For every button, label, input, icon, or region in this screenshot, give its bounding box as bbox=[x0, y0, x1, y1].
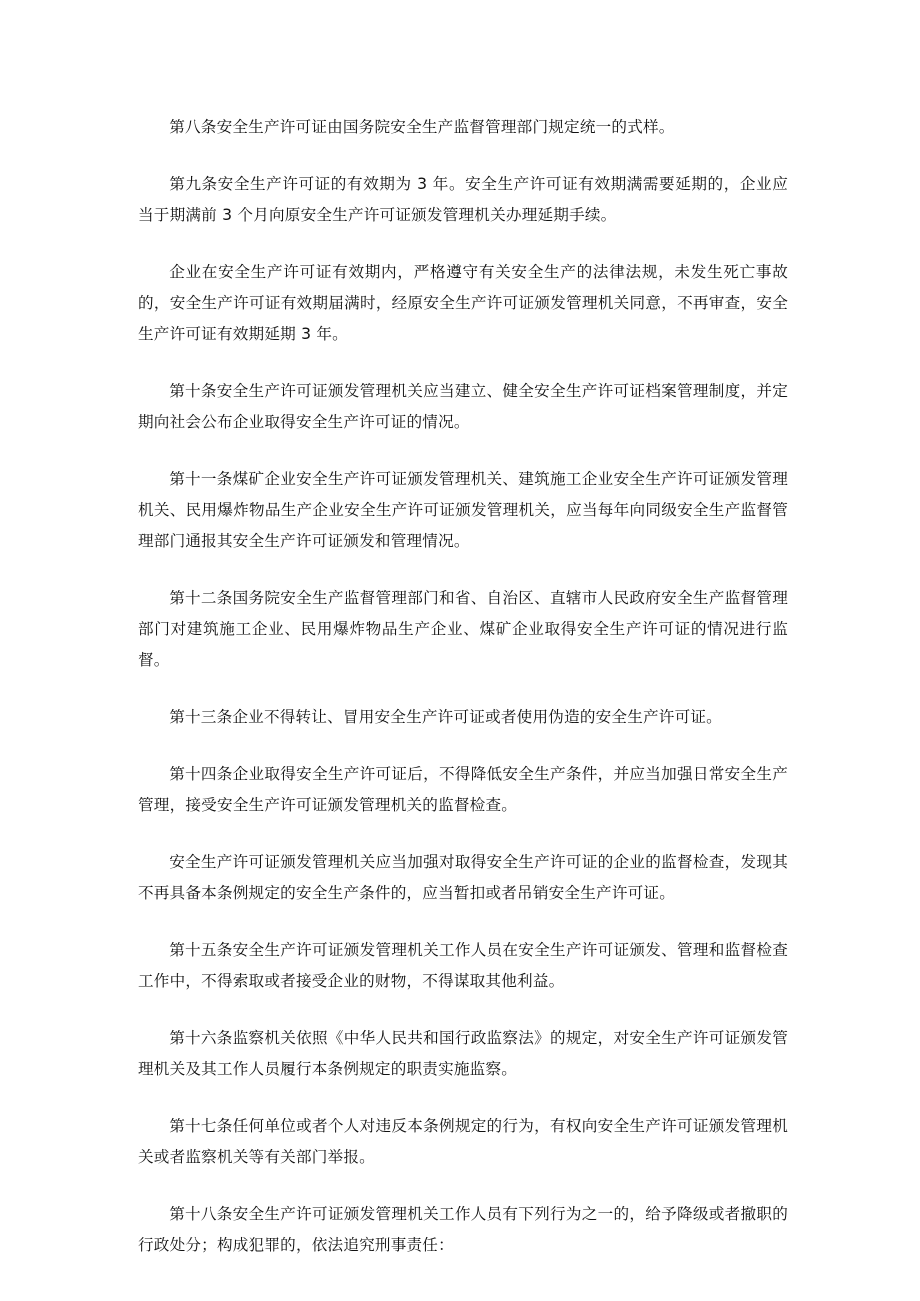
article-13-paragraph: 第十三条企业不得转让、冒用安全生产许可证或者使用伪造的安全生产许可证。 bbox=[169, 708, 722, 726]
article-11-paragraph: 第十一条煤矿企业安全生产许可证颁发管理机关、建筑施工企业安全生产许可证颁发管理机关、民用爆炸物品生产企业安全生产许可证颁发管理机关，应当每年向同级安全生产监督管理部门通报其安全生产许可证颁发和管理情况。 bbox=[138, 470, 788, 550]
article-14-paragraph: 第十四条企业取得安全生产许可证后，不得降低安全生产条件，并应当加强日常安全生产管理，接受安全生产许可证颁发管理机关的监督检查。 bbox=[138, 765, 788, 814]
article-12-paragraph: 第十二条国务院安全生产监督管理部门和省、自治区、直辖市人民政府安全生产监督管理部门对建筑施工企业、民用爆炸物品生产企业、煤矿企业取得安全生产许可证的情况进行监督。 bbox=[138, 589, 788, 669]
article-18-paragraph: 第十八条安全生产许可证颁发管理机关工作人员有下列行为之一的，给予降级或者撤职的行政处分；构成犯罪的，依法追究刑事责任： bbox=[138, 1205, 788, 1254]
article-10-paragraph: 第十条安全生产许可证颁发管理机关应当建立、健全安全生产许可证档案管理制度，并定期向社会公布企业取得安全生产许可证的情况。 bbox=[138, 382, 788, 431]
article-16-paragraph: 第十六条监察机关依照《中华人民共和国行政监察法》的规定，对安全生产许可证颁发管理机关及其工作人员履行本条例规定的职责实施监察。 bbox=[138, 1029, 788, 1078]
article-14-supervision-paragraph: 安全生产许可证颁发管理机关应当加强对取得安全生产许可证的企业的监督检查，发现其不再具备本条例规定的安全生产条件的，应当暂扣或者吊销安全生产许可证。 bbox=[138, 853, 788, 902]
article-9-paragraph: 第九条安全生产许可证的有效期为 3 年。安全生产许可证有效期满需要延期的，企业应当于期满前 3 个月向原安全生产许可证颁发管理机关办理延期手续。 bbox=[138, 175, 788, 224]
document-body bbox=[138, 112, 788, 1287]
article-9-extension-paragraph: 企业在安全生产许可证有效期内，严格遵守有关安全生产的法律法规，未发生死亡事故的，安全生产许可证有效期届满时，经原安全生产许可证颁发管理机关同意，不再审查，安全生产许可证有效期延期 3 年。 bbox=[138, 263, 788, 343]
article-15-paragraph: 第十五条安全生产许可证颁发管理机关工作人员在安全生产许可证颁发、管理和监督检查工作中，不得索取或者接受企业的财物，不得谋取其他利益。 bbox=[138, 941, 788, 990]
article-17-paragraph: 第十七条任何单位或者个人对违反本条例规定的行为，有权向安全生产许可证颁发管理机关或者监察机关等有关部门举报。 bbox=[138, 1117, 788, 1166]
article-8-paragraph: 第八条安全生产许可证由国务院安全生产监督管理部门规定统一的式样。 bbox=[169, 118, 675, 136]
